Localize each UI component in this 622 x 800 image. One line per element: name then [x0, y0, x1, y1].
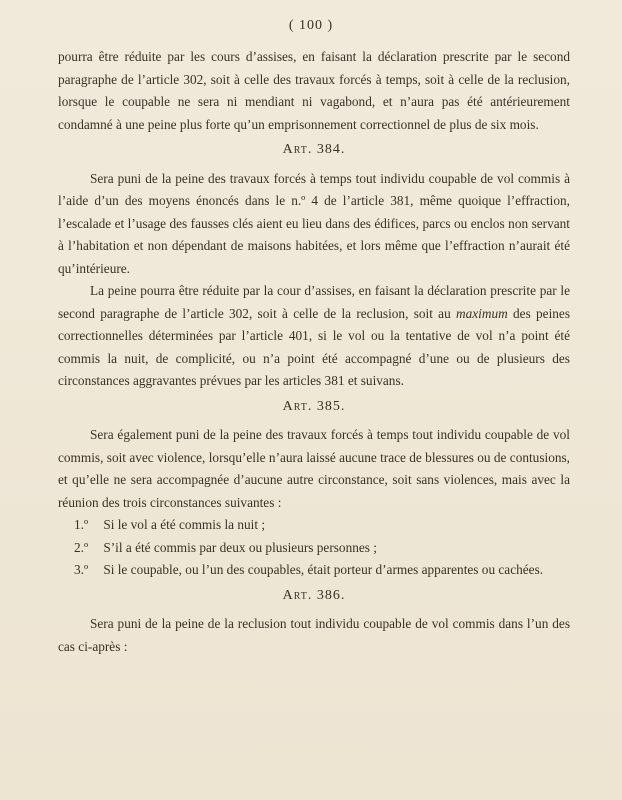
- paragraph-385: Sera également puni de la peine des travaux forcés à temps tout individu coupable de vol commis, soit avec violence, lorsqu’elle n’aura laissé aucune trace de blessures ou de contusions, et qu’elle ne sera accompagnée d’aucune autre circonstance, soit sans violences, mais avec la réunion des trois circonstances suivantes :: [58, 427, 570, 510]
- list-item-text: Si le vol a été commis la nuit ;: [103, 517, 266, 532]
- list-item-number: 1.º: [74, 517, 89, 532]
- list-item-number: 3.º: [74, 562, 89, 577]
- paragraph-386: Sera puni de la peine de la reclusion tout individu coupable de vol commis dans l’un des cas ci-après :: [58, 616, 570, 654]
- paragraph-384-2-before: La peine pourra être réduite par la cour d’assises, en faisant la déclaration prescrite par le second paragraphe de l’article 302, soit à celle de la reclusion, soit au: [58, 283, 570, 321]
- page-number: ( 100 ): [288, 18, 334, 33]
- list-item: [58, 537, 570, 560]
- list-item-text: Si le coupable, ou l’un des coupables, était porteur d’armes apparentes ou cachées.: [103, 562, 544, 577]
- article-heading-384: Art. 384.: [282, 142, 346, 157]
- article-heading-386: Art. 386.: [282, 587, 346, 603]
- paragraph-continuation: pourra être réduite par les cours d’assises, en faisant la déclaration prescrite par le second paragraphe de l’article 302, soit à celle des travaux forcés à temps, soit à celle de la reclusion, lorsque le coupable ne sera ni mendiant ni vagabond, et n’aura pas été antérieurement condamné à une peine plus forte qu’un emprisonnement correctionnel de plus de six mois.: [58, 49, 570, 132]
- paragraph-384-2: [58, 280, 570, 393]
- page-content: [58, 46, 570, 658]
- list-item: [58, 514, 570, 537]
- italic-maximum: maximum: [456, 305, 508, 321]
- paragraph-384-2-after: des peines correctionnelles déterminées par l’article 401, si le vol ou la tentative de vol n’a point été commis la nuit, de complicité, ou n’a point été accompagné d’une ou de plusieurs des circonstances aggravantes prévues par les articles 381 et suivans.: [58, 305, 570, 388]
- list-item-number: 2.º: [74, 539, 89, 555]
- article-heading-385: Art. 385.: [282, 398, 346, 414]
- list-item-text: S’il a été commis par deux ou plusieurs personnes ;: [103, 539, 377, 555]
- list-item: [58, 559, 570, 582]
- paragraph-384-1: Sera puni de la peine des travaux forcés à temps tout individu coupable de vol commis à l’aide d’un des moyens énoncés dans le n.º 4 de l’article 381, même quoique l’effraction, l’escalade et l’usage des fausses clés aient eu lieu dans des édifices, parcs ou enclos non servant à l’habitation et non dépendant de maisons habitées, et lors même que l’effraction n’aurait été qu’intérieure.: [58, 170, 570, 276]
